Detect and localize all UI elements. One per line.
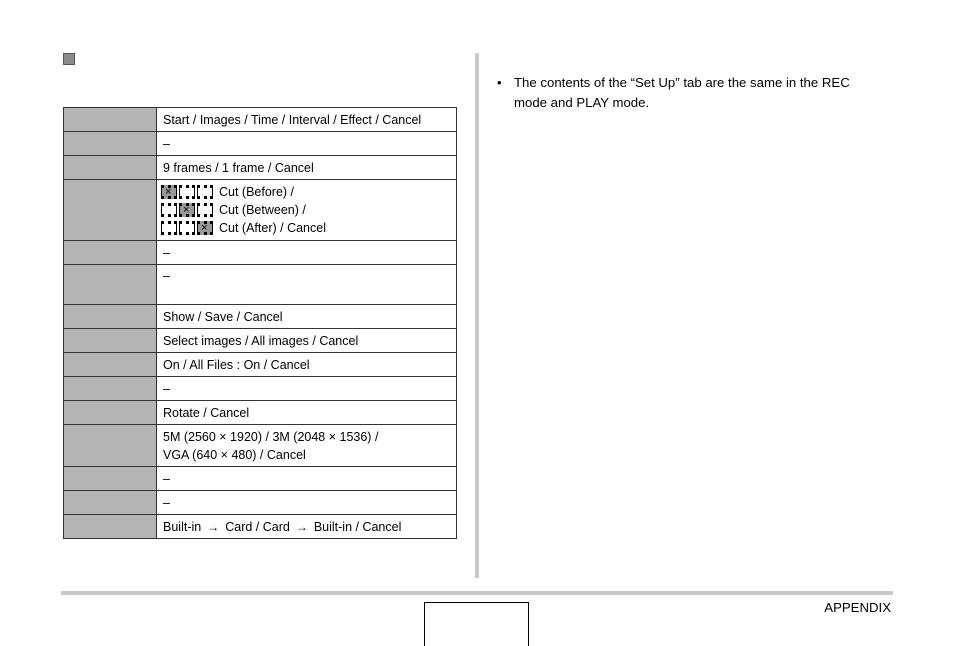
resize-option-line: VGA (640 × 480) / Cancel [163,447,306,462]
table-row [64,353,457,377]
row-label-cell [64,401,157,425]
menu-settings-table [63,107,457,539]
table-row [64,377,457,401]
row-value-cell: – [157,467,457,491]
row-value-cell: Start / Images / Time / Interval / Effect / Cancel [157,108,457,132]
row-value-cell: Select images / All images / Cancel [157,329,457,353]
table-row [64,491,457,515]
cut-after-label: Cut (After) / Cancel [219,221,326,235]
setup-tab-note [497,73,882,112]
row-label-cell [64,180,157,241]
row-label-cell [64,515,157,539]
table-row [64,180,457,241]
row-label-cell [64,265,157,305]
footer-rule [61,591,893,595]
row-label-cell [64,305,157,329]
arrow-right-icon: → [295,519,308,534]
row-label-cell [64,329,157,353]
arrow-right-icon: → [207,519,220,534]
row-value-cell: Rotate / Cancel [157,401,457,425]
section-label: APPENDIX [824,600,891,615]
table-row [64,132,457,156]
table-row [64,156,457,180]
cut-between-option [163,201,450,219]
row-label-cell [64,156,157,180]
bullet-icon: • [497,75,502,90]
row-label-cell [64,467,157,491]
row-label-cell [64,132,157,156]
row-label-cell [64,241,157,265]
row-value-cell: 9 frames / 1 frame / Cancel [157,156,457,180]
note-text: The contents of the “Set Up” tab are the same in the REC mode and PLAY mode. [514,75,850,110]
table-row [64,265,457,305]
row-label-cell [64,108,157,132]
table-row [64,425,457,467]
row-value-cell: – [157,377,457,401]
cut-between-label: Cut (Between) / [219,203,306,217]
copy-card-option: Card / Card [225,519,290,534]
row-label-cell [64,353,157,377]
page-number-box [424,602,529,646]
copy-dest-builtin: Built-in / Cancel [313,519,402,534]
table-row [64,467,457,491]
row-value-cell: On / All Files : On / Cancel [157,353,457,377]
section-square-marker [63,53,75,65]
resize-option-line: 5M (2560 × 1920) / 3M (2048 × 1536) / [163,429,379,444]
copy-source-builtin: Built-in [163,519,202,534]
cut-after-option [163,219,450,237]
row-label-cell [64,377,157,401]
movie-cut-options-cell [157,180,457,241]
row-value-cell: – [157,491,457,515]
table-row [64,305,457,329]
row-value-cell: – [157,241,457,265]
cut-before-option [163,183,450,201]
row-label-cell [64,425,157,467]
copy-options-cell [157,515,457,539]
column-divider [475,53,479,578]
table-row [64,329,457,353]
row-value-cell: – [157,132,457,156]
table-row [64,401,457,425]
row-label-cell [64,491,157,515]
table-row [64,515,457,539]
film-cut-after-icon [161,221,219,235]
table-row [64,108,457,132]
row-value-cell: – [157,265,457,305]
resize-options-cell [157,425,457,467]
row-value-cell: Show / Save / Cancel [157,305,457,329]
film-cut-before-icon [161,185,219,199]
table-row [64,241,457,265]
film-cut-between-icon [161,203,219,217]
cut-before-label: Cut (Before) / [219,185,295,199]
